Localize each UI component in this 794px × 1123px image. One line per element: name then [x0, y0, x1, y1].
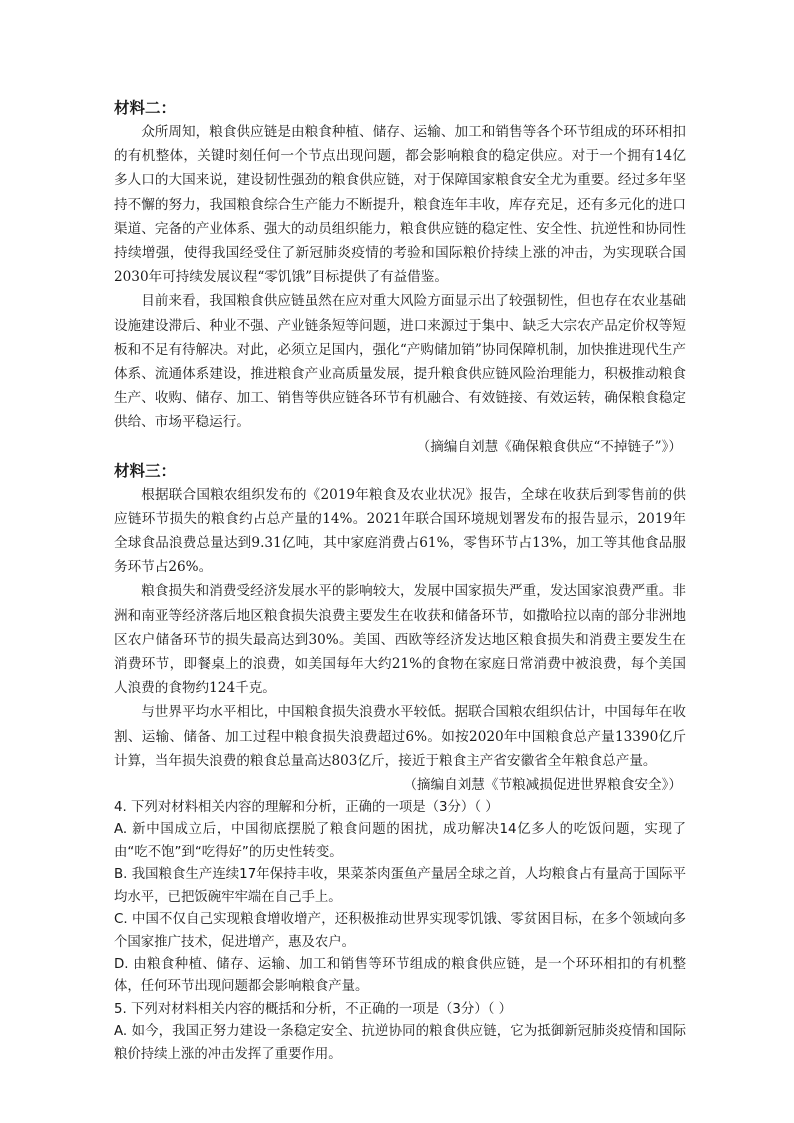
- reading-material: [114, 96, 686, 1066]
- question4-option-b: B. 我国粮食生产连续17年保持丰收，果菜茶肉蛋鱼产量居全球之首，人均粮食占有量高于国际平均水平，已把饭碗牢牢端在自己手上。: [114, 867, 686, 905]
- question4-option-c: C. 中国不仅自己实现粮食增收增产，还积极推动世界实现零饥饿、零贫困目标，在多个领域向多个国家推广技术，促进增产，惠及农户。: [114, 912, 686, 950]
- question4-option-d: D. 由粮食种植、储存、运输、加工和销售等环节组成的粮食供应链，是一个环环相扣的有机整体，任何环节出现问题都会影响粮食产量。: [114, 956, 686, 995]
- question4-stem: 4. 下列对材料相关内容的理解和分析，正确的一项是（3分）（ ）: [114, 800, 499, 816]
- material2-heading: 材料二：: [114, 99, 177, 117]
- material2-source: （摘编自刘慧《确保粮食供应“不掉链子”》）: [416, 438, 682, 455]
- material3-heading: 材料三：: [114, 461, 177, 480]
- material3-paragraph-2: 粮食损失和消费受经济发展水平的影响较大，发展中国家损失严重，发达国家浪费严重。非洲和南亚等经济落后地区粮食损失浪费主要发生在收获和储备环节，如撒哈拉以南的部分非洲地区农户储备环节的损失最高达到30%。美国、西欧等经济发达地区粮食损失和消费主要发生在消费环节，即餐桌上的浪费，如美国每年大约21%的食物在家庭日常消费中被浪费，每个美国人浪费的食物约124千克。: [114, 583, 686, 697]
- material3-source: （摘编自刘慧《节粮减损促进世界粮食安全》）: [403, 777, 682, 794]
- material2-paragraph-2: 目前来看，我国粮食供应链虽然在应对重大风险方面显示出了较强韧性，但也存在农业基础设施建设滞后、种业不强、产业链条短等问题，进口来源过于集中、缺乏大宗农产品定价权等短板和不足有待解决。对此，必须立足国内，强化“产购储加销”协同保障机制，加快推进现代生产体系、流通体系建设，推进粮食产业高质量发展，提升粮食供应链风险治理能力，积极推动粮食生产、收购、储存、加工、销售等供应链各环节有机融合、有效链接、有效运转，确保粮食稳定供给、市场平稳运行。: [114, 293, 686, 431]
- question4-option-a: A. 新中国成立后，中国彻底摆脱了粮食问题的困扰，成功解决14亿多人的吃饭问题，实现了由“吃不饱”到“吃得好”的历史性转变。: [114, 822, 686, 860]
- question5-option-a: A. 如今，我国正努力建设一条稳定安全、抗逆协同的粮食供应链，它为抵御新冠肺炎疫情和国际粮价持续上涨的冲击发挥了重要作用。: [114, 1024, 686, 1062]
- material3-paragraph-3: 与世界平均水平相比，中国粮食损失浪费水平较低。据联合国粮农组织估计，中国每年在收割、运输、储备、加工过程中粮食损失浪费超过6%。如按2020年中国粮食总产量13390亿斤计算，当年损失浪费的粮食总量高达803亿斤，接近于粮食主产省安徽省全年粮食总产量。: [114, 704, 686, 769]
- material2-paragraph-1: 众所周知，粮食供应链是由粮食种植、储存、运输、加工和销售等各个环节组成的环环相扣的有机整体，关键时刻任何一个节点出现问题，都会影响粮食的稳定供应。对于一个拥有14亿多人口的大国来说，建设韧性强劲的粮食供应链，对于保障国家粮食安全尤为重要。经过多年坚持不懈的努力，我国粮食综合生产能力不断提升，粮食连年丰收，库存充足，还有多元化的进口渠道、完备的产业体系、强大的动员组织能力，粮食供应链的稳定性、安全性、抗逆性和协同性持续增强，使得我国经受住了新冠肺炎疫情的考验和国际粮价持续上涨的冲击，为实现联合国2030年可持续发展议程“零饥饿”目标提供了有益借鉴。: [114, 124, 686, 286]
- question5-stem: 5. 下列对材料相关内容的概括和分析，不正确的一项是（3分）（ ）: [114, 1001, 513, 1017]
- material3-paragraph-1: 根据联合国粮农组织发布的《2019年粮食及农业状况》报告，全球在收获后到零售前的供应链环节损失的粮食约占总产量的14%。2021年联合国环境规划署发布的报告显示，2019年全球食品浪费总量达到9.31亿吨，其中家庭消费占61%，零售环节占13%，加工等其他食品服务环节占26%。: [114, 486, 686, 576]
